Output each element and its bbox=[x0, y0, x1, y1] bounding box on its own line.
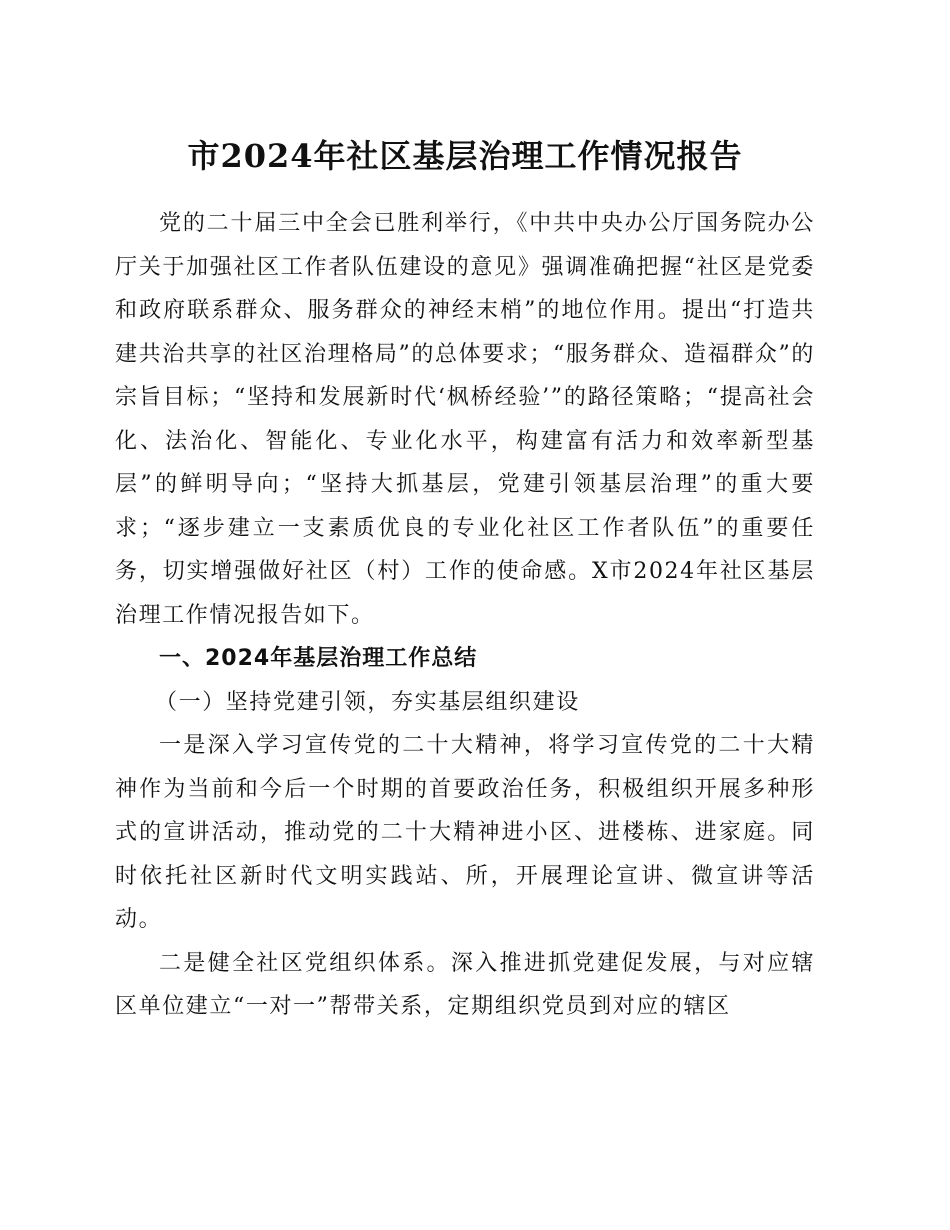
page-title: 市2024年社区基层治理工作情况报告 bbox=[187, 137, 743, 175]
body-paragraph-2: 二是健全社区党组织体系。深入推进抓党建促发展，与对应辖区单位建立“一对一”帮带关系，定期组织党员到对应的辖区 bbox=[115, 950, 815, 1019]
subsection-heading: （一）坚持党建引领，夯实基层组织建设 bbox=[155, 689, 580, 715]
document-body bbox=[115, 130, 815, 1029]
intro-paragraph: 党的二十届三中全会已胜利举行，《中共中央办公厅国务院办公厅关于加强社区工作者队伍建设的意见》强调准确把握“社区是党委和政府联系群众、服务群众的神经末梢”的地位作用。提出“打造共建共治共享的社区治理格局”的总体要求；“服务群众、造福群众”的宗旨目标；“坚持和发展新时代‘枫桥经验’”的路径策略；“提高社会化、法治化、智能化、专业化水平，构建富有活力和效率新型基层”的鲜明导向；“坚持大抓基层，党建引领基层治理”的重大要求；“逐步建立一支素质优良的专业化社区工作者队伍”的重要任务，切实增强做好社区（村）工作的使命感。X市2024年社区基层治理工作情况报告如下。 bbox=[115, 211, 815, 628]
body-paragraph-1: 一是深入学习宣传党的二十大精神，将学习宣传党的二十大精神作为当前和今后一个时期的首要政治任务，积极组织开展多种形式的宣讲活动，推动党的二十大精神进小区、进楼栋、进家庭。同时依托社区新时代文明实践站、所，开展理论宣讲、微宣讲等活动。 bbox=[115, 733, 815, 932]
section-heading: 一、2024年基层治理工作总结 bbox=[159, 646, 478, 671]
